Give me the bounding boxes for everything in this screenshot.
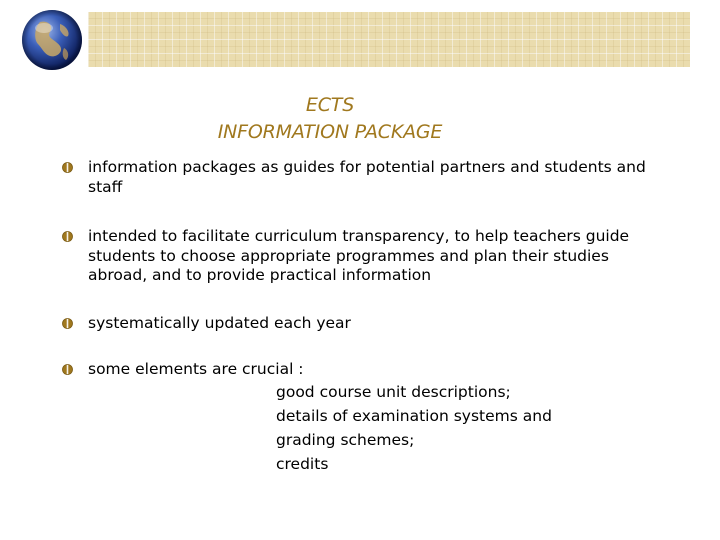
globe-icon xyxy=(20,8,84,72)
bullet-text: systematically updated each year xyxy=(88,314,351,332)
sub-item: grading schemes; xyxy=(276,431,415,449)
bullet-text: some elements are crucial : xyxy=(88,360,304,378)
title-line-2: INFORMATION PACKAGE xyxy=(217,121,443,143)
bullet-marker-icon xyxy=(62,162,73,173)
bullet-marker-icon xyxy=(62,318,73,329)
slide-title xyxy=(120,92,540,146)
sub-item: details of examination systems and xyxy=(276,407,552,425)
sub-item: good course unit descriptions; xyxy=(276,383,511,401)
bullet-marker-icon xyxy=(62,364,73,375)
sub-item: credits xyxy=(276,455,329,473)
header-banner xyxy=(88,12,690,67)
title-line-1: ECTS xyxy=(305,94,355,116)
bullet-marker-icon xyxy=(62,231,73,242)
sub-item-list xyxy=(276,380,552,476)
bullet-text: intended to facilitate curriculum transparency, to help teachers guide students to choose appropriate programmes and plan their studies abroad, and to provide practical information xyxy=(88,227,630,284)
bullet-text: information packages as guides for potential partners and students and staff xyxy=(88,158,646,196)
